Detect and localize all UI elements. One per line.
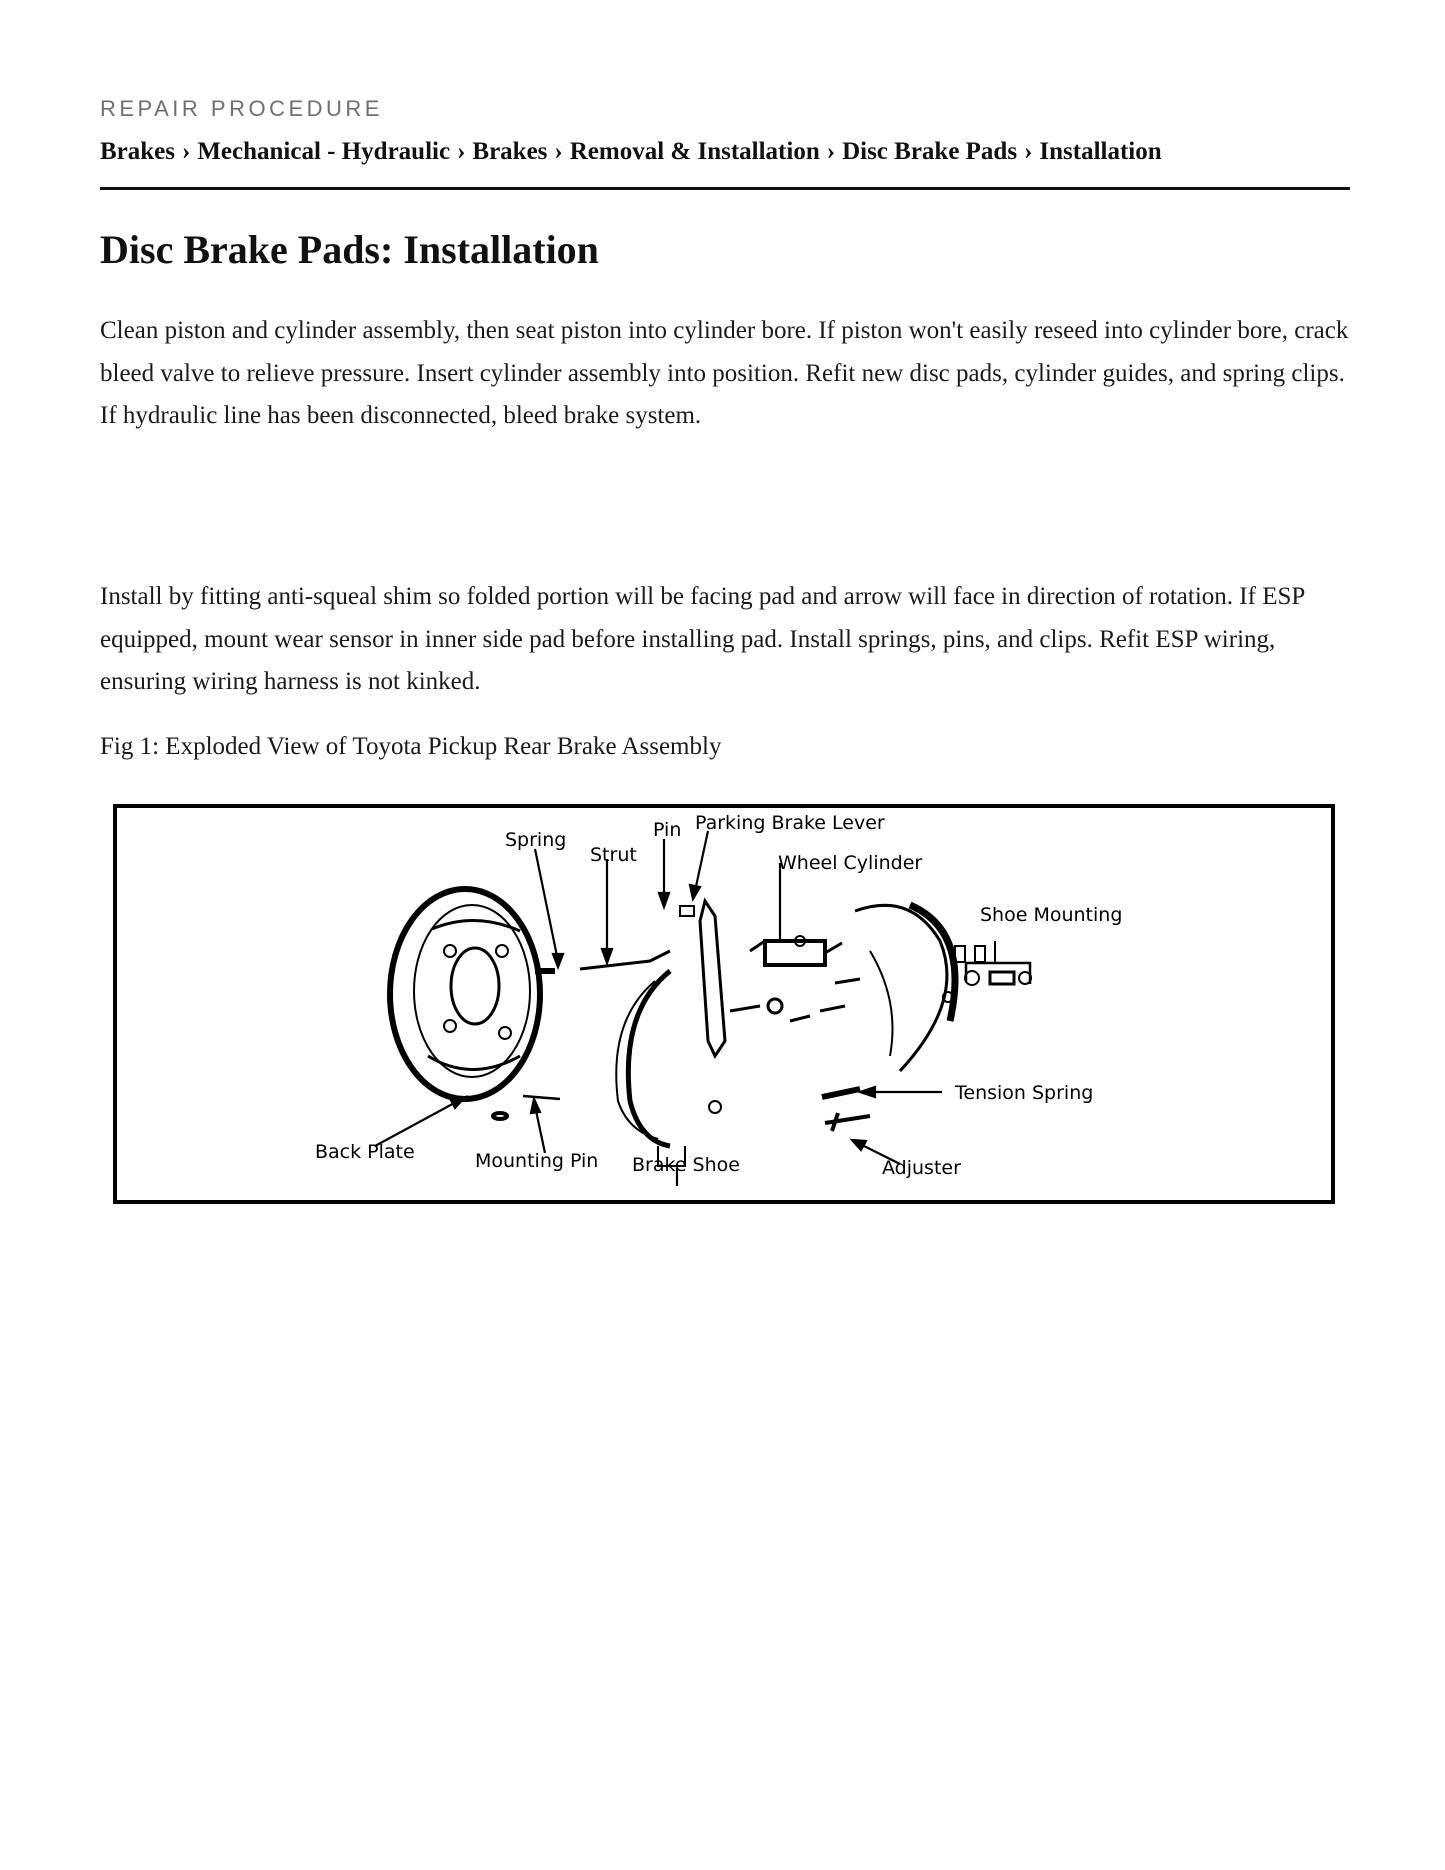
label-adjuster: Adjuster — [882, 1157, 961, 1179]
exploded-view-diagram — [110, 801, 1338, 1209]
breadcrumb-item-current: Installation — [1039, 138, 1162, 165]
breadcrumb-separator: › — [1024, 138, 1033, 165]
breadcrumb — [100, 138, 1350, 166]
breadcrumb-separator: › — [182, 138, 191, 165]
label-spring: Spring — [505, 829, 567, 851]
body-paragraph: Install by fitting anti-squeal shim so folded portion will be facing pad and arrow will face in direction of rotation. If ESP equipped, mount wear sensor in inner side pad before installing pad. Install springs, pins, and clips. Refit ESP wiring, ensuring wiring harness is not kinked. — [100, 583, 1305, 695]
breadcrumb-item[interactable]: Removal & Installation — [569, 138, 820, 165]
brake-assembly-figure — [110, 801, 1338, 1209]
label-shoe-mounting: Shoe Mounting — [980, 904, 1123, 926]
label-brake-shoe: Brake Shoe — [632, 1154, 740, 1176]
page-title: Disc Brake Pads: Installation — [100, 227, 599, 272]
body-paragraph: Clean piston and cylinder assembly, then seat piston into cylinder bore. If piston won't easily reseed into cylinder bore, crack bleed valve to relieve pressure. Insert cylinder assembly into position. Refit new disc pads, cylinder guides, and spring clips. If hydraulic line has been disconnected, bleed brake system. — [100, 317, 1349, 429]
label-tension-spring: Tension Spring — [955, 1082, 1094, 1104]
label-pin: Pin — [653, 819, 682, 841]
breadcrumb-separator: › — [457, 138, 466, 165]
label-wheel-cylinder: Wheel Cylinder — [778, 852, 923, 874]
figure-frame — [115, 806, 1333, 1202]
breadcrumb-item[interactable]: Brakes — [100, 138, 175, 165]
label-parking-brake-lever: Parking Brake Lever — [695, 812, 885, 834]
section-eyebrow: REPAIR PROCEDURE — [100, 96, 383, 121]
header-divider — [100, 187, 1350, 190]
label-strut: Strut — [590, 844, 637, 866]
label-mounting-pin: Mounting Pin — [475, 1150, 599, 1172]
label-back-plate: Back Plate — [315, 1141, 415, 1163]
breadcrumb-item[interactable]: Disc Brake Pads — [842, 138, 1018, 165]
breadcrumb-separator: › — [554, 138, 563, 165]
breadcrumb-separator: › — [826, 138, 836, 165]
breadcrumb-item[interactable]: Mechanical - Hydraulic — [197, 138, 451, 165]
breadcrumb-item[interactable]: Brakes — [472, 138, 548, 165]
figure-caption: Fig 1: Exploded View of Toyota Pickup Rear Brake Assembly — [100, 733, 722, 760]
